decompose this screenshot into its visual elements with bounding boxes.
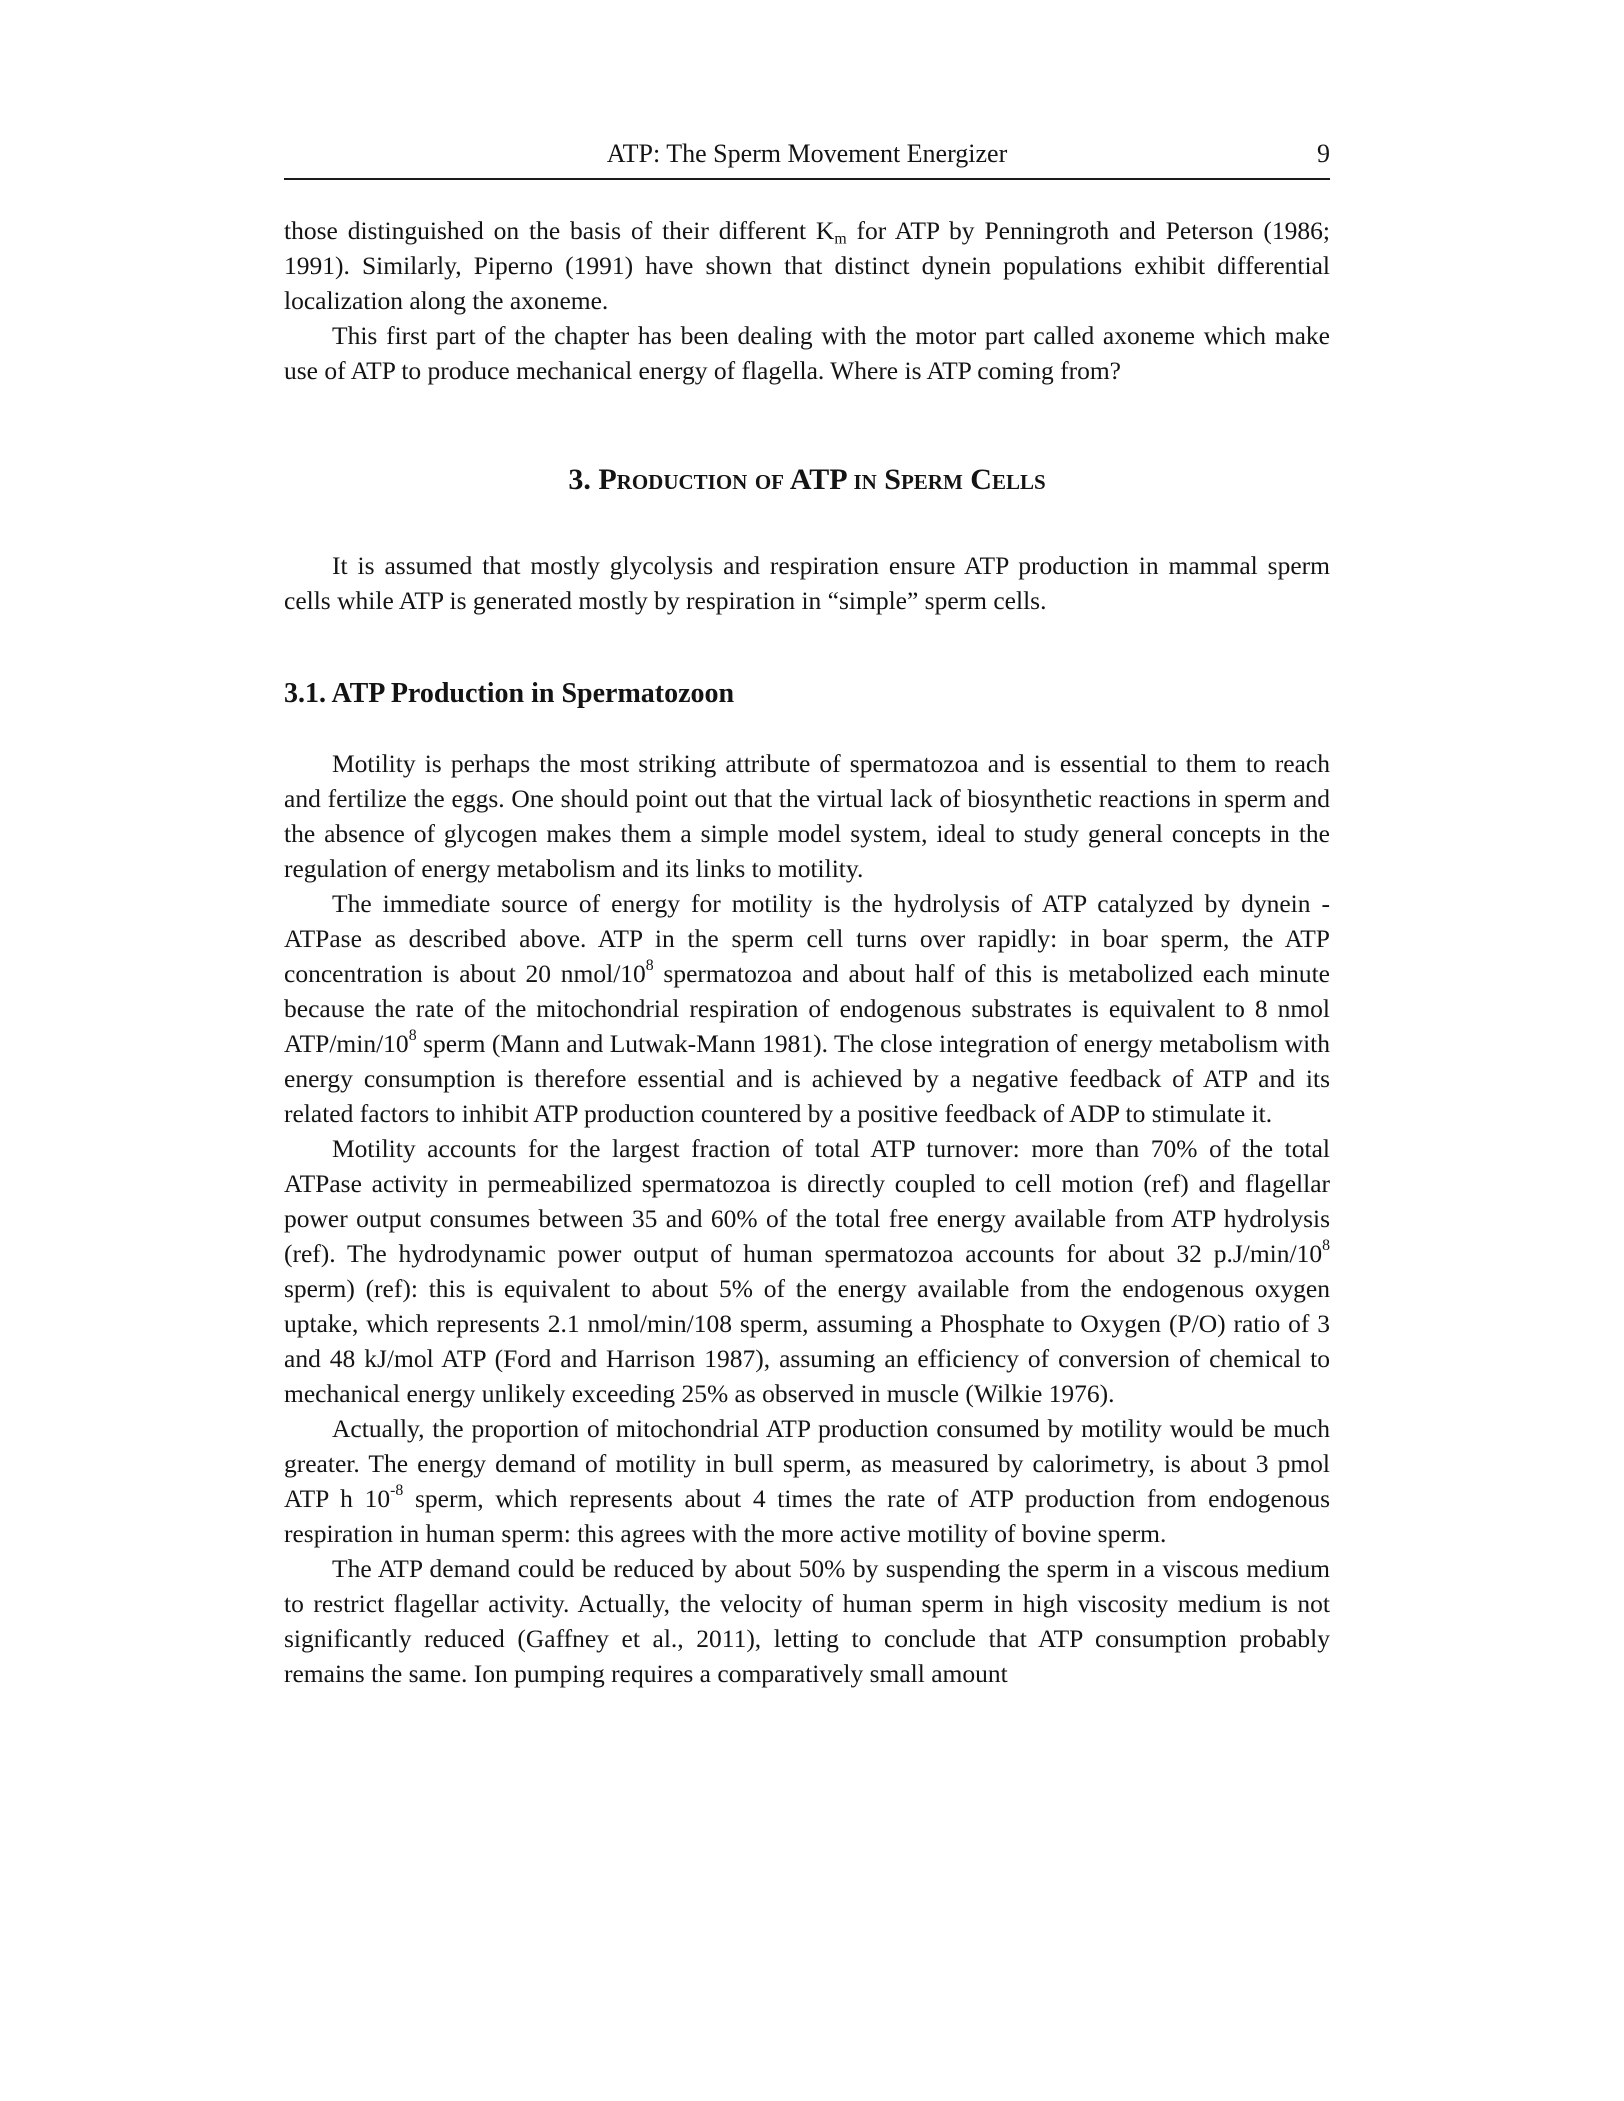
paragraph-first-part: This first part of the chapter has been dealing with the motor part called axoneme which make use of ATP to produce mechanical energy of flagella. Where is ATP coming from? [284, 321, 1330, 385]
running-header [284, 138, 1330, 180]
paragraph-text: those distinguished on the basis of their different K [284, 216, 835, 245]
superscript: 8 [408, 1027, 417, 1045]
paragraph-intro: It is assumed that mostly glycolysis and respiration ensure ATP production in mammal sperm cells while ATP is generated mostly by respiration in “simple” sperm cells. [284, 551, 1330, 615]
superscript: -8 [390, 1482, 404, 1500]
paragraph-text: sperm) (ref): this is equivalent to about 5% of the energy available from the endogenous oxygen uptake, which represents 2.1 nmol/min/108 sperm, assuming a Phosphate to Oxygen (P/O) ratio of 3 and 48 kJ/mol ATP (Ford and Harrison 1987), assuming an efficiency of conversion of chemical to mechanical energy unlikely exceeding 25% as observed in muscle (Wilkie 1976). [284, 1274, 1330, 1408]
body-text-main [284, 746, 1330, 1691]
superscript: 8 [1322, 1237, 1330, 1255]
running-title: ATP: The Sperm Movement Energizer [606, 139, 1008, 168]
subscript: m [834, 230, 847, 248]
paragraph-carryover [284, 213, 1330, 318]
paragraph-text: sperm, which represents about 4 times the rate of ATP production from endogenous respiration in human sperm: this agrees with the more active motility of bovine sperm. [284, 1484, 1330, 1548]
section-intro [284, 548, 1330, 618]
paragraph-text: The immediate source of energy for motility is the hydrolysis of ATP catalyzed by dynein -ATPase as described above. ATP in the sperm cell turns over rapidly: in boar sperm, the ATP concentration is about 20 nmol/10 [284, 889, 1330, 988]
paragraph-text: spermatozoa and about half of this is metabolized each minute because the rate of the mitochondrial respiration of endogenous substrates is equivalent to 8 nmol ATP/min/10 [284, 959, 1330, 1058]
paragraph-text: sperm (Mann and Lutwak-Mann 1981). The close integration of energy metabolism with energy consumption is therefore essential and is achieved by a negative feedback of ATP and its related factors to inhibit ATP production countered by a positive feedback of ADP to stimulate it. [284, 1029, 1330, 1128]
paragraph-actually [284, 1411, 1330, 1551]
body-text-top [284, 213, 1330, 388]
paragraph-text: Actually, the proportion of mitochondrial ATP production consumed by motility would be much greater. The energy demand of motility in bull sperm, as measured by calorimetry, is about 3 pmol ATP h 10 [284, 1414, 1330, 1513]
paragraph-motility: Motility is perhaps the most striking attribute of spermatozoa and is essential to them to reach and fertilize the eggs. One should point out that the virtual lack of biosynthetic reactions in sperm and the absence of glycogen makes them a simple model system, ideal to study general concepts in the regulation of energy metabolism and its links to motility. [284, 749, 1330, 883]
subsection-heading: 3.1. ATP Production in Spermatozoon [284, 678, 735, 709]
paragraph-text: for ATP by Penningroth and Peterson (1986; 1991). Similarly, Piperno (1991) have shown that distinct dynein populations exhibit differential localization along the axoneme. [284, 216, 1330, 315]
page-number: 9 [1317, 139, 1330, 168]
paragraph-immediate-source [284, 886, 1330, 1131]
paragraph-text: Motility accounts for the largest fraction of total ATP turnover: more than 70% of the total ATPase activity in permeabilized spermatozoa is directly coupled to cell motion (ref) and flagellar power output consumes between 35 and 60% of the total free energy available from ATP hydrolysis (ref). The hydrodynamic power output of human spermatozoa accounts for about 32 p.J/min/10 [284, 1134, 1330, 1268]
section-heading: 3. Production of ATP in Sperm Cells [568, 463, 1046, 496]
paragraph-atp-demand: The ATP demand could be reduced by about 50% by suspending the sperm in a viscous medium to restrict flagellar activity. Actually, the velocity of human sperm in high viscosity medium is not significantly reduced (Gaffney et al., 2011), letting to conclude that ATP consumption probably remains the same. Ion pumping requires a comparatively small amount [284, 1554, 1330, 1688]
superscript: 8 [645, 957, 654, 975]
paragraph-turnover [284, 1131, 1330, 1411]
